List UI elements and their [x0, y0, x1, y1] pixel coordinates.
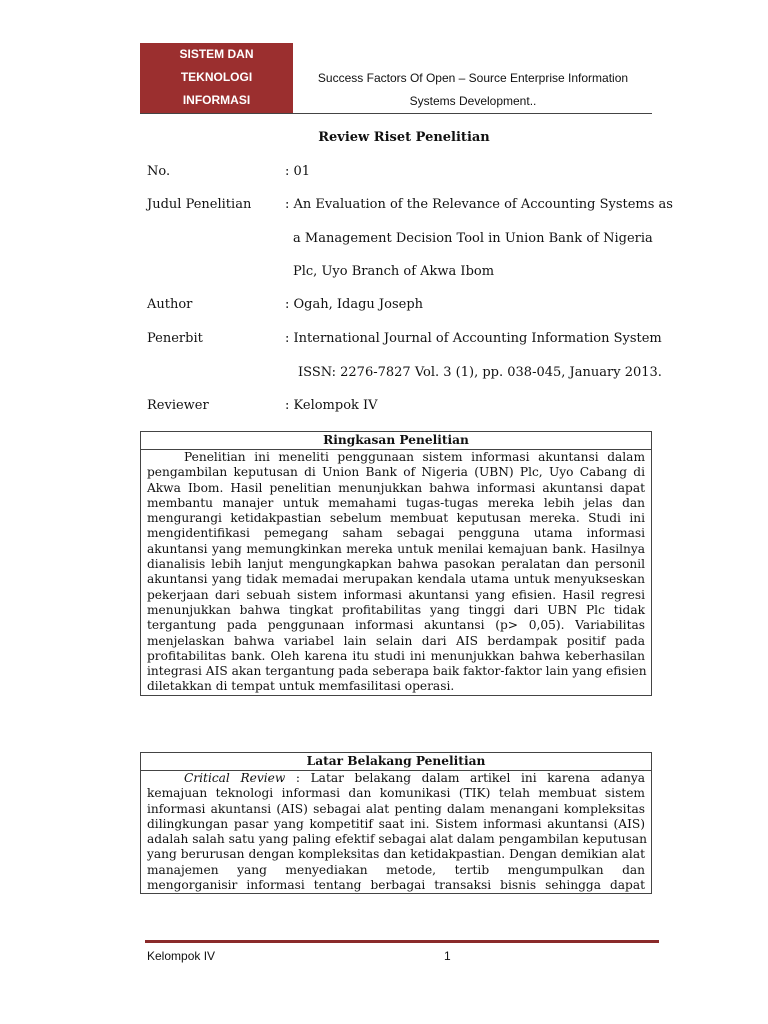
ringkasan-line: mengidentifikasi pemegang saham sebagai pengguna utama informasi — [147, 526, 645, 541]
latar-line: dilingkungan pasar yang kompetitif saat ini. Sistem informasi akuntansi (AIS) — [147, 816, 645, 831]
judul-label: Judul Penelitian — [147, 197, 252, 212]
ringkasan-box — [140, 431, 652, 696]
ringkasan-line: pekerjaan dari sebuah sistem informasi akuntansi yang efisien. Hasil regresi — [147, 587, 645, 602]
latar-line: informasi akuntansi (AIS) sebagai alat penting dalam menangani kompleksitas — [147, 801, 645, 816]
reviewer-value: : Kelompok IV — [285, 398, 378, 413]
page-title: Review Riset Penelitian — [318, 130, 490, 145]
ringkasan-heading: Ringkasan Penelitian — [141, 432, 651, 450]
ringkasan-line: dianalisis lebih lanjut mengungkapkan bahwa pasokan peralatan dan personil — [147, 557, 645, 572]
ringkasan-line: Penelitian ini meneliti penggunaan sistem informasi akuntansi dalam — [184, 450, 645, 464]
latar-first-rest: : Latar belakang dalam artikel ini karena adanya — [285, 771, 645, 785]
ringkasan-line: tergantung pada penggunaan informasi akuntansi (p> 0,05). Variabilitas — [147, 618, 645, 633]
judul-line: a Management Decision Tool in Union Bank of Nigeria — [293, 231, 653, 246]
latar-box — [140, 752, 652, 894]
judul-line: : An Evaluation of the Relevance of Accounting Systems as — [285, 197, 673, 212]
critical-review-label: Critical Review — [184, 771, 286, 785]
penerbit-label: Penerbit — [147, 331, 203, 346]
no-label: No. — [147, 164, 171, 179]
section-badge — [140, 43, 293, 113]
latar-line: mengorganisir informasi tentang berbagai transaksi bisnis sehingga dapat — [147, 878, 645, 893]
ringkasan-line: akuntansi yang tidak memadai merupakan kendala utama untuk menyukseskan — [147, 572, 645, 587]
badge-line: INFORMASI — [182, 93, 251, 107]
ringkasan-line: Akwa Ibom. Hasil penelitian menunjukkan bahwa informasi akuntansi dapat — [147, 480, 645, 495]
no-value: : 01 — [285, 164, 311, 179]
penerbit-line: ISSN: 2276-7827 Vol. 3 (1), pp. 038-045, January 2013. — [298, 365, 662, 380]
page-number: 1 — [444, 949, 451, 963]
latar-body — [141, 771, 651, 893]
footer-group-name: Kelompok IV — [147, 949, 216, 963]
author-label: Author — [147, 297, 193, 312]
running-header-title — [293, 67, 653, 113]
badge-line: TEKNOLOGI — [180, 70, 253, 84]
latar-heading: Latar Belakang Penelitian — [141, 753, 651, 771]
header-divider — [140, 113, 652, 114]
ringkasan-line: diletakkan di tempat untuk memfasilitasi operasi. — [147, 679, 455, 694]
latar-line: manajemen yang menyediakan metode, tertib mengumpulkan dan — [147, 862, 645, 877]
ringkasan-line: membantu manajer untuk memahami tugas-tugas mereka lebih jelas dan — [147, 495, 645, 510]
latar-first-line — [147, 771, 645, 786]
header-title-line: Success Factors Of Open – Source Enterprise Information — [317, 71, 629, 85]
latar-line: yang berurusan dengan kompleksitas dan ketidakpastian. Dengan demikian alat — [147, 847, 645, 862]
author-value: : Ogah, Idagu Joseph — [285, 297, 424, 312]
reviewer-label: Reviewer — [147, 398, 209, 413]
latar-line: kemajuan teknologi informasi dan komunikasi (TIK) telah membuat sistem — [147, 786, 645, 801]
ringkasan-line: mengurangi ketidakpastian sebelum membuat keputusan mereka. Studi ini — [147, 511, 645, 526]
header-title-line: Systems Development.. — [409, 94, 537, 108]
ringkasan-line: integrasi AIS akan tergantung pada seberapa baik faktor-faktor lain yang efisien — [147, 664, 647, 679]
ringkasan-line: profitabilitas bank. Oleh karena itu studi ini menunjukkan bahwa keberhasilan — [147, 648, 645, 663]
judul-line: Plc, Uyo Branch of Akwa Ibom — [293, 264, 495, 279]
penerbit-line: : International Journal of Accounting Information System — [285, 331, 662, 346]
ringkasan-line: menjelaskan bahwa variabel lain selain dari AIS berdampak positif pada — [147, 633, 645, 648]
ringkasan-line: akuntansi yang memungkinkan mereka untuk menilai kemajuan bank. Hasilnya — [147, 541, 645, 556]
footer-divider — [145, 940, 659, 943]
ringkasan-body — [141, 450, 651, 695]
ringkasan-line: pengambilan keputusan di Union Bank of Nigeria (UBN) Plc, Uyo Cabang di — [147, 465, 645, 480]
ringkasan-line: menunjukkan bahwa tingkat profitabilitas yang tinggi dari UBN Plc tidak — [147, 602, 645, 617]
badge-line: SISTEM DAN — [179, 47, 254, 61]
latar-line: adalah salah satu yang paling efektif sebagai alat dalam pengambilan keputusan — [147, 832, 648, 847]
